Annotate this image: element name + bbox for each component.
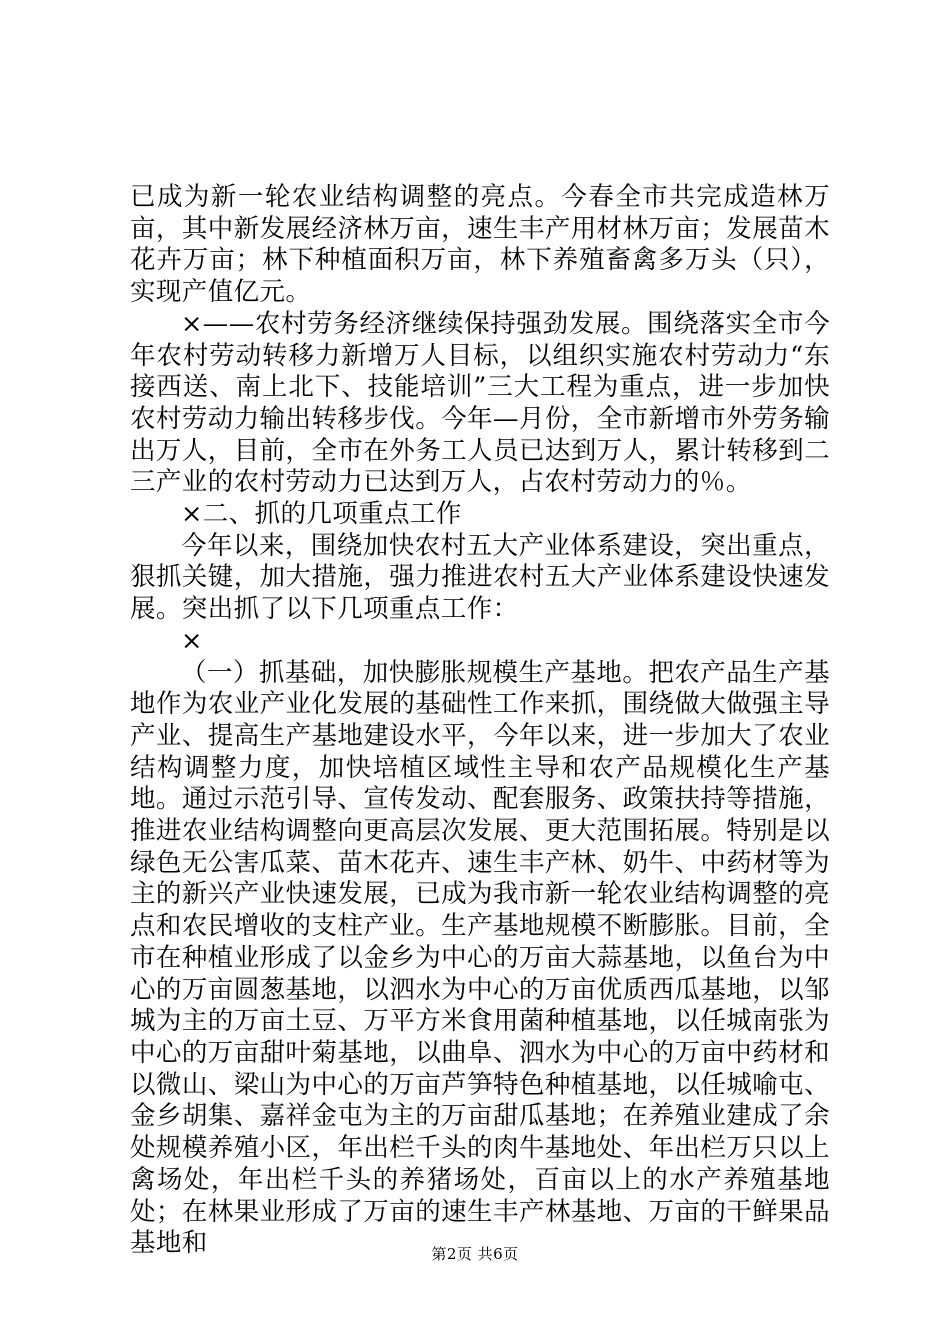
- paragraph-1: 已成为新一轮农业结构调整的亮点。今春全市共完成造林万亩，其中新发展经济林万亩，速生丰产用材林万亩；发展苗木花卉万亩；林下种植面积万亩，林下养殖畜禽多万头（只），实现产值亿元。: [130, 182, 830, 308]
- paragraph-marker: ×: [181, 625, 203, 656]
- document-body: [130, 182, 830, 1260]
- section-heading: ×二、抓的几项重点工作: [181, 499, 462, 530]
- paragraph-2: ×——农村劳务经济继续保持强劲发展。围绕落实全市今年农村劳动转移力新增万人目标，以组织实施农村劳动力“东接西送、南上北下、技能培训”三大工程为重点，进一步加快农村劳动力输出转移步伐。今年—月份，全市新增市外劳务输出万人，目前，全市在外务工人员已达到万人，累计转移到二三产业的农村劳动力已达到万人，占农村劳动力的％。: [130, 308, 830, 498]
- paragraph-3: 今年以来，围绕加快农村五大产业体系建设，突出重点，狠抓关键，加大措施，强力推进农村五大产业体系建设快速发展。突出抓了以下几项重点工作：: [130, 530, 830, 625]
- page-footer: 第2页 共6页: [431, 1245, 519, 1263]
- paragraph-4: （一）抓基础，加快膨胀规模生产基地。把农产品生产基地作为农业产业化发展的基础性工作来抓，围绕做大做强主导产业、提高生产基地建设水平，今年以来，进一步加大了农业结构调整力度，加快培植区域性主导和农产品规模化生产基地。通过示范引导、宣传发动、配套服务、政策扶持等措施，推进农业结构调整向更高层次发展、更大范围拓展。特别是以绿色无公害瓜菜、苗木花卉、速生丰产林、奶牛、中药材等为主的新兴产业快速发展，已成为我市新一轮农业结构调整的亮点和农民增收的支柱产业。生产基地规模不断膨胀。目前，全市在种植业形成了以金乡为中心的万亩大蒜基地，以鱼台为中心的万亩圆葱基地，以泗水为中心的万亩优质西瓜基地，以邹城为主的万亩土豆、万平方米食用菌种植基地，以任城南张为中心的万亩甜叶菊基地，以曲阜、泗水为中心的万亩中药材和以微山、梁山为中心的万亩芦笋特色种植基地，以任城喻屯、金乡胡集、嘉祥金屯为主的万亩甜瓜基地；在养殖业建成了余处规模养殖小区，年出栏千头的肉牛基地处、年出栏万只以上禽场处，年出栏千头的养猪场处，百亩以上的水产养殖基地处；在林果业形成了万亩的速生丰产林基地、万亩的干鲜果品基地和: [130, 657, 830, 1259]
